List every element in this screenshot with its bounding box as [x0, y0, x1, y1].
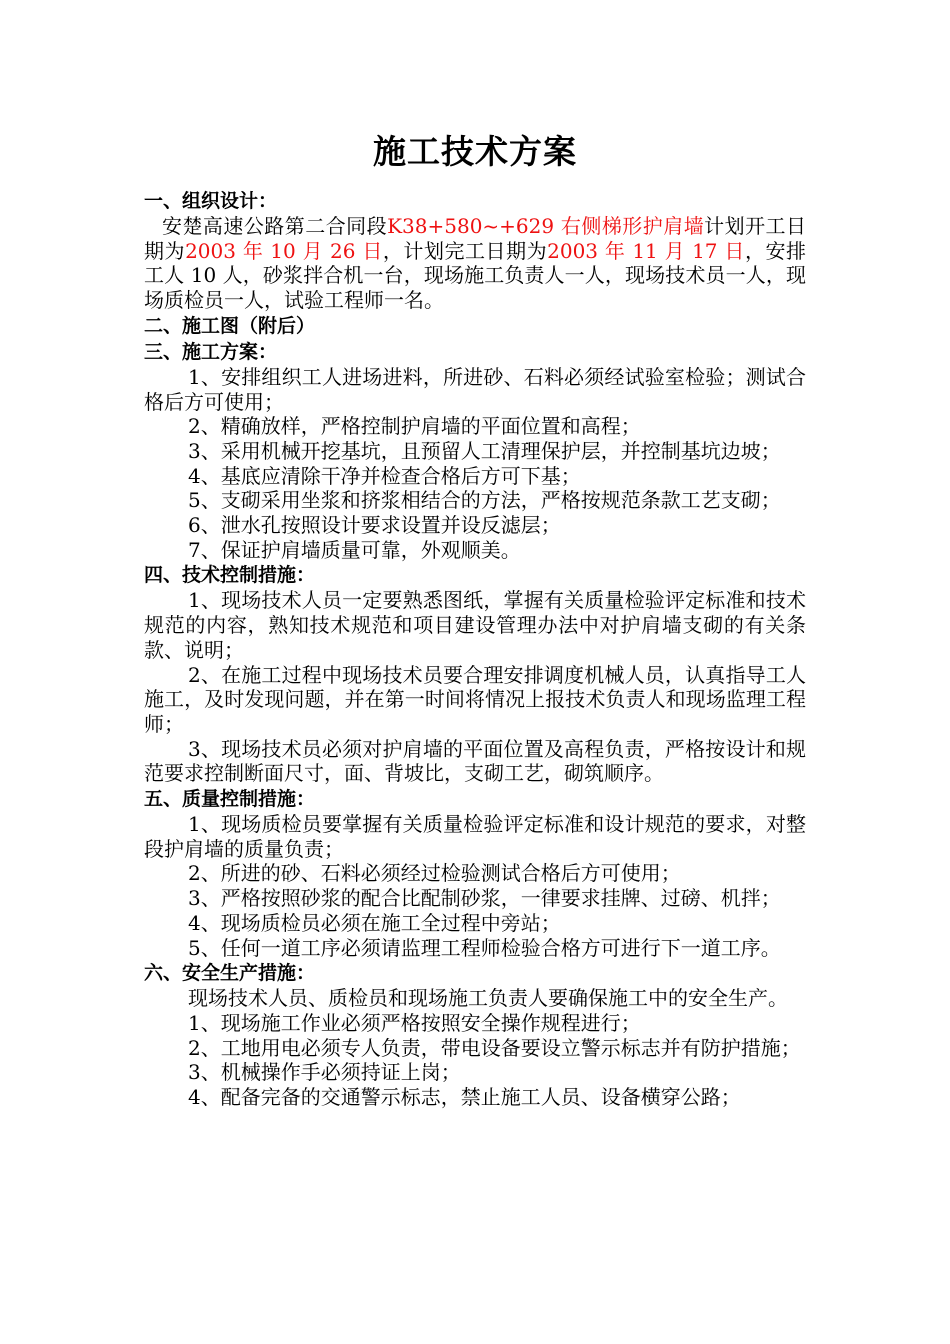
- list-item: 4、现场质检员必须在施工全过程中旁站；: [188, 910, 561, 935]
- list-item: 6、泄水孔按照设计要求设置并设反滤层；: [188, 513, 561, 538]
- list-item: 3、采用机械开挖基坑，且预留人工清理保护层，并控制基坑边坡；: [188, 438, 781, 463]
- section-heading-drawings: 二、施工图（附后）: [144, 314, 316, 337]
- list-item: 1、现场施工作业必须严格按照安全操作规程进行；: [188, 1010, 641, 1035]
- list-item: 1、现场质检员要掌握有关质量检验评定标准和设计规范的要求，对整段护肩墙的质量负责；: [144, 812, 806, 861]
- organization-paragraph: [144, 214, 806, 313]
- list-item: 1、安排组织工人进场进料，所进砂、石料必须经试验室检验；测试合格后方可使用；: [144, 364, 806, 414]
- list-item: 3、现场技术员必须对护肩墙的平面位置及高程负责，严格按设计和规范要求控制断面尺寸，面、背坡比，支砌工艺，砌筑顺序。: [144, 736, 806, 786]
- list-item: 2、精确放样，严格控制护肩墙的平面位置和高程；: [188, 414, 641, 439]
- intro-highlight-start-date: 2003 年 10 月 26 日: [185, 238, 383, 263]
- list-item: 5、任何一道工序必须请监理工程师检验合格方可进行下一道工序。: [188, 935, 781, 960]
- intro-highlight-station: K38+580~+629 右侧梯形护肩墙: [387, 214, 705, 238]
- document-page: [144, 128, 806, 1110]
- section-heading-safety: 六、安全生产措施：: [144, 962, 316, 985]
- intro-text-1: 安楚高速公路第二合同段: [162, 214, 388, 238]
- intro-text-3: ，计划完工日期为: [382, 238, 548, 263]
- list-item: 2、所进的砂、石料必须经过检验测试合格后方可使用；: [188, 861, 681, 886]
- list-item: 5、支砌采用坐浆和挤浆相结合的方法，严格按规范条款工艺支砌；: [188, 488, 781, 513]
- list-item: 2、工地用电必须专人负责，带电设备要设立警示标志并有防护措施；: [188, 1035, 801, 1060]
- list-item: 3、严格按照砂浆的配合比配制砂浆，一律要求挂牌、过磅、机拌；: [188, 886, 781, 911]
- list-item: 4、基底应清除干净并检查合格后方可下基；: [188, 463, 581, 488]
- section-heading-organization: 一、组织设计：: [144, 190, 278, 212]
- list-item: 现场技术人员、质检员和现场施工负责人要确保施工中的安全生产。: [188, 986, 788, 1011]
- intro-highlight-end-date: 2003 年 11 月 17 日: [547, 238, 745, 263]
- section-heading-construction-plan: 三、施工方案：: [144, 340, 278, 363]
- section-heading-quality-control: 五、质量控制措施：: [144, 788, 316, 811]
- list-item: 2、在施工过程中现场技术员要合理安排调度机械人员，认真指导工人施工，及时发现问题，并在第一时间将情况上报技术负责人和现场监理工程师；: [144, 662, 806, 736]
- list-item: 7、保证护肩墙质量可靠，外观顺美。: [188, 537, 521, 562]
- section-heading-technical-control: 四、技术控制措施：: [144, 564, 316, 587]
- list-item: 4、配备完备的交通警示标志，禁止施工人员、设备横穿公路；: [188, 1085, 741, 1110]
- list-item: 3、机械操作手必须持证上岗；: [188, 1060, 461, 1085]
- list-item: 1、现场技术人员一定要熟悉图纸，掌握有关质量检验评定标准和技术规范的内容，熟知技术规范和项目建设管理办法中对护肩墙支砌的有关条款、说明；: [144, 588, 806, 662]
- document-title: 施工技术方案: [373, 132, 577, 171]
- intro-text-4: ，安排工人 10 人，砂浆拌合机一台，现场施工负责人一人，现场技术员一人，现场质检员一人，试验工程师一名。: [144, 238, 807, 313]
- intro-text-2: 计划开工日期为: [144, 214, 807, 263]
